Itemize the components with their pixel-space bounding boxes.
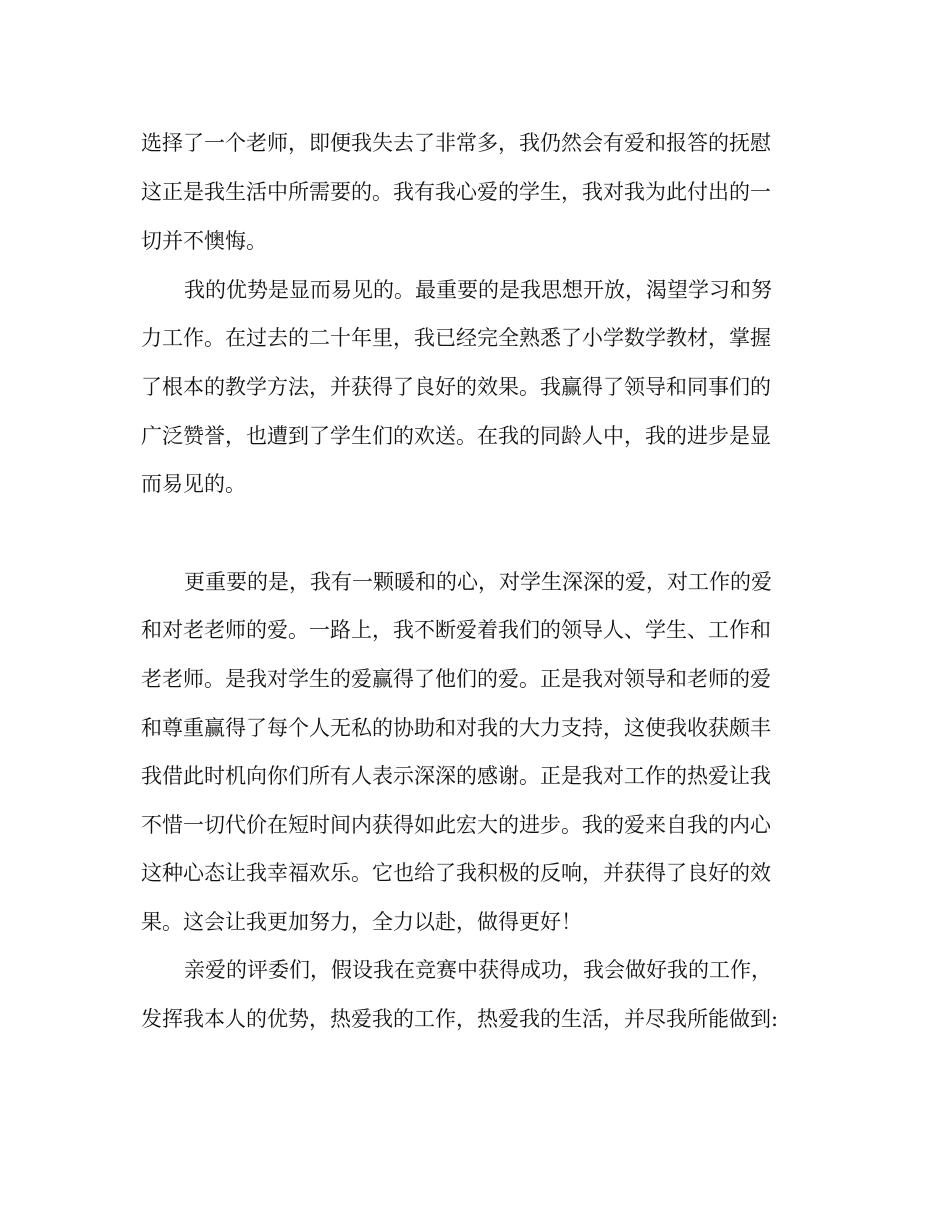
text-line-11: 老老师。是我对学生的爱赢得了他们的爱。正是我对领导和老师的爱 bbox=[141, 667, 771, 691]
text-line-16: 果。这会让我更加努力，全力以赴，做得更好！ bbox=[141, 910, 582, 934]
text-line-8: 而易见的。 bbox=[141, 472, 246, 496]
text-line-2: 这正是我生活中所需要的。我有我心爱的学生，我对我为此付出的一 bbox=[141, 180, 771, 204]
text-line-17: 亲爱的评委们，假设我在竞赛中获得成功，我会做好我的工作， bbox=[184, 958, 772, 982]
text-line-3: 切并不懊悔。 bbox=[141, 229, 267, 253]
text-line-9: 更重要的是，我有一颗暖和的心，对学生深深的爱，对工作的爱 bbox=[184, 570, 772, 594]
text-line-13: 我借此时机向你们所有人表示深深的感谢。正是我对工作的热爱让我 bbox=[141, 764, 771, 788]
text-line-5: 力工作。在过去的二十年里，我已经完全熟悉了小学数学教材，掌握 bbox=[141, 326, 771, 350]
text-line-12: 和尊重赢得了每个人无私的协助和对我的大力支持，这使我收获颇丰 bbox=[141, 716, 771, 740]
text-line-7: 广泛赞誉，也遭到了学生们的欢送。在我的同龄人中，我的进步是显 bbox=[141, 424, 771, 448]
text-line-18: 发挥我本人的优势，热爱我的工作，热爱我的生活，并尽我所能做到: bbox=[141, 1007, 779, 1031]
text-line-14: 不惜一切代价在短时间内获得如此宏大的进步。我的爱来自我的内心 bbox=[141, 813, 771, 837]
text-line-15: 这种心态让我幸福欢乐。它也给了我积极的反响，并获得了良好的效 bbox=[141, 861, 771, 885]
text-line-10: 和对老老师的爱。一路上，我不断爱着我们的领导人、学生、工作和 bbox=[141, 618, 771, 642]
text-line-4: 我的优势是显而易见的。最重要的是我思想开放，渴望学习和努 bbox=[184, 278, 772, 302]
text-line-1: 选择了一个老师，即便我失去了非常多，我仍然会有爱和报答的抚慰 bbox=[141, 131, 771, 155]
text-line-6: 了根本的教学方法，并获得了良好的效果。我赢得了领导和同事们的 bbox=[141, 375, 771, 399]
